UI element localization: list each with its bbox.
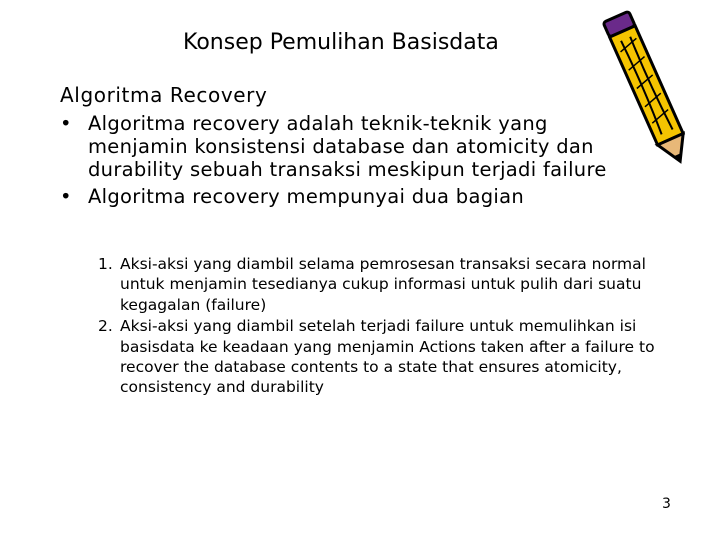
- item-text: Aksi-aksi yang diambil selama pemrosesan transaksi secara normal untuk menjamin tesedianya cukup informasi untuk pulih dari suatu kegagalan (failure): [120, 255, 646, 314]
- section-heading: Algoritma Recovery: [60, 83, 268, 107]
- pencil-icon: [598, 4, 698, 174]
- bullet-text: Algoritma recovery adalah teknik-teknik yang menjamin konsistensi database dan atomicity dan durability sebuah transaksi meskipun terjadi failure: [88, 112, 607, 181]
- numbered-item: [98, 316, 658, 398]
- slide-title: Konsep Pemulihan Basisdata: [183, 30, 499, 55]
- bullet-text: Algoritma recovery mempunyai dua bagian: [88, 185, 525, 208]
- bullet-marker: •: [60, 112, 72, 135]
- item-text: Aksi-aksi yang diambil setelah terjadi failure untuk memulihkan isi basisdata ke keadaan yang menjamin Actions taken after a failure to recover the database contents to a state that ensures atomicity, consistency and durability: [120, 317, 655, 397]
- numbered-list: [98, 254, 658, 399]
- bullet-item: [60, 112, 650, 181]
- bullet-list: [60, 112, 650, 212]
- numbered-item: [98, 254, 658, 315]
- page-number: 3: [662, 496, 671, 512]
- bullet-marker: •: [60, 185, 72, 208]
- item-number: 2.: [98, 317, 113, 336]
- item-number: 1.: [98, 255, 113, 273]
- bullet-item: [60, 185, 650, 208]
